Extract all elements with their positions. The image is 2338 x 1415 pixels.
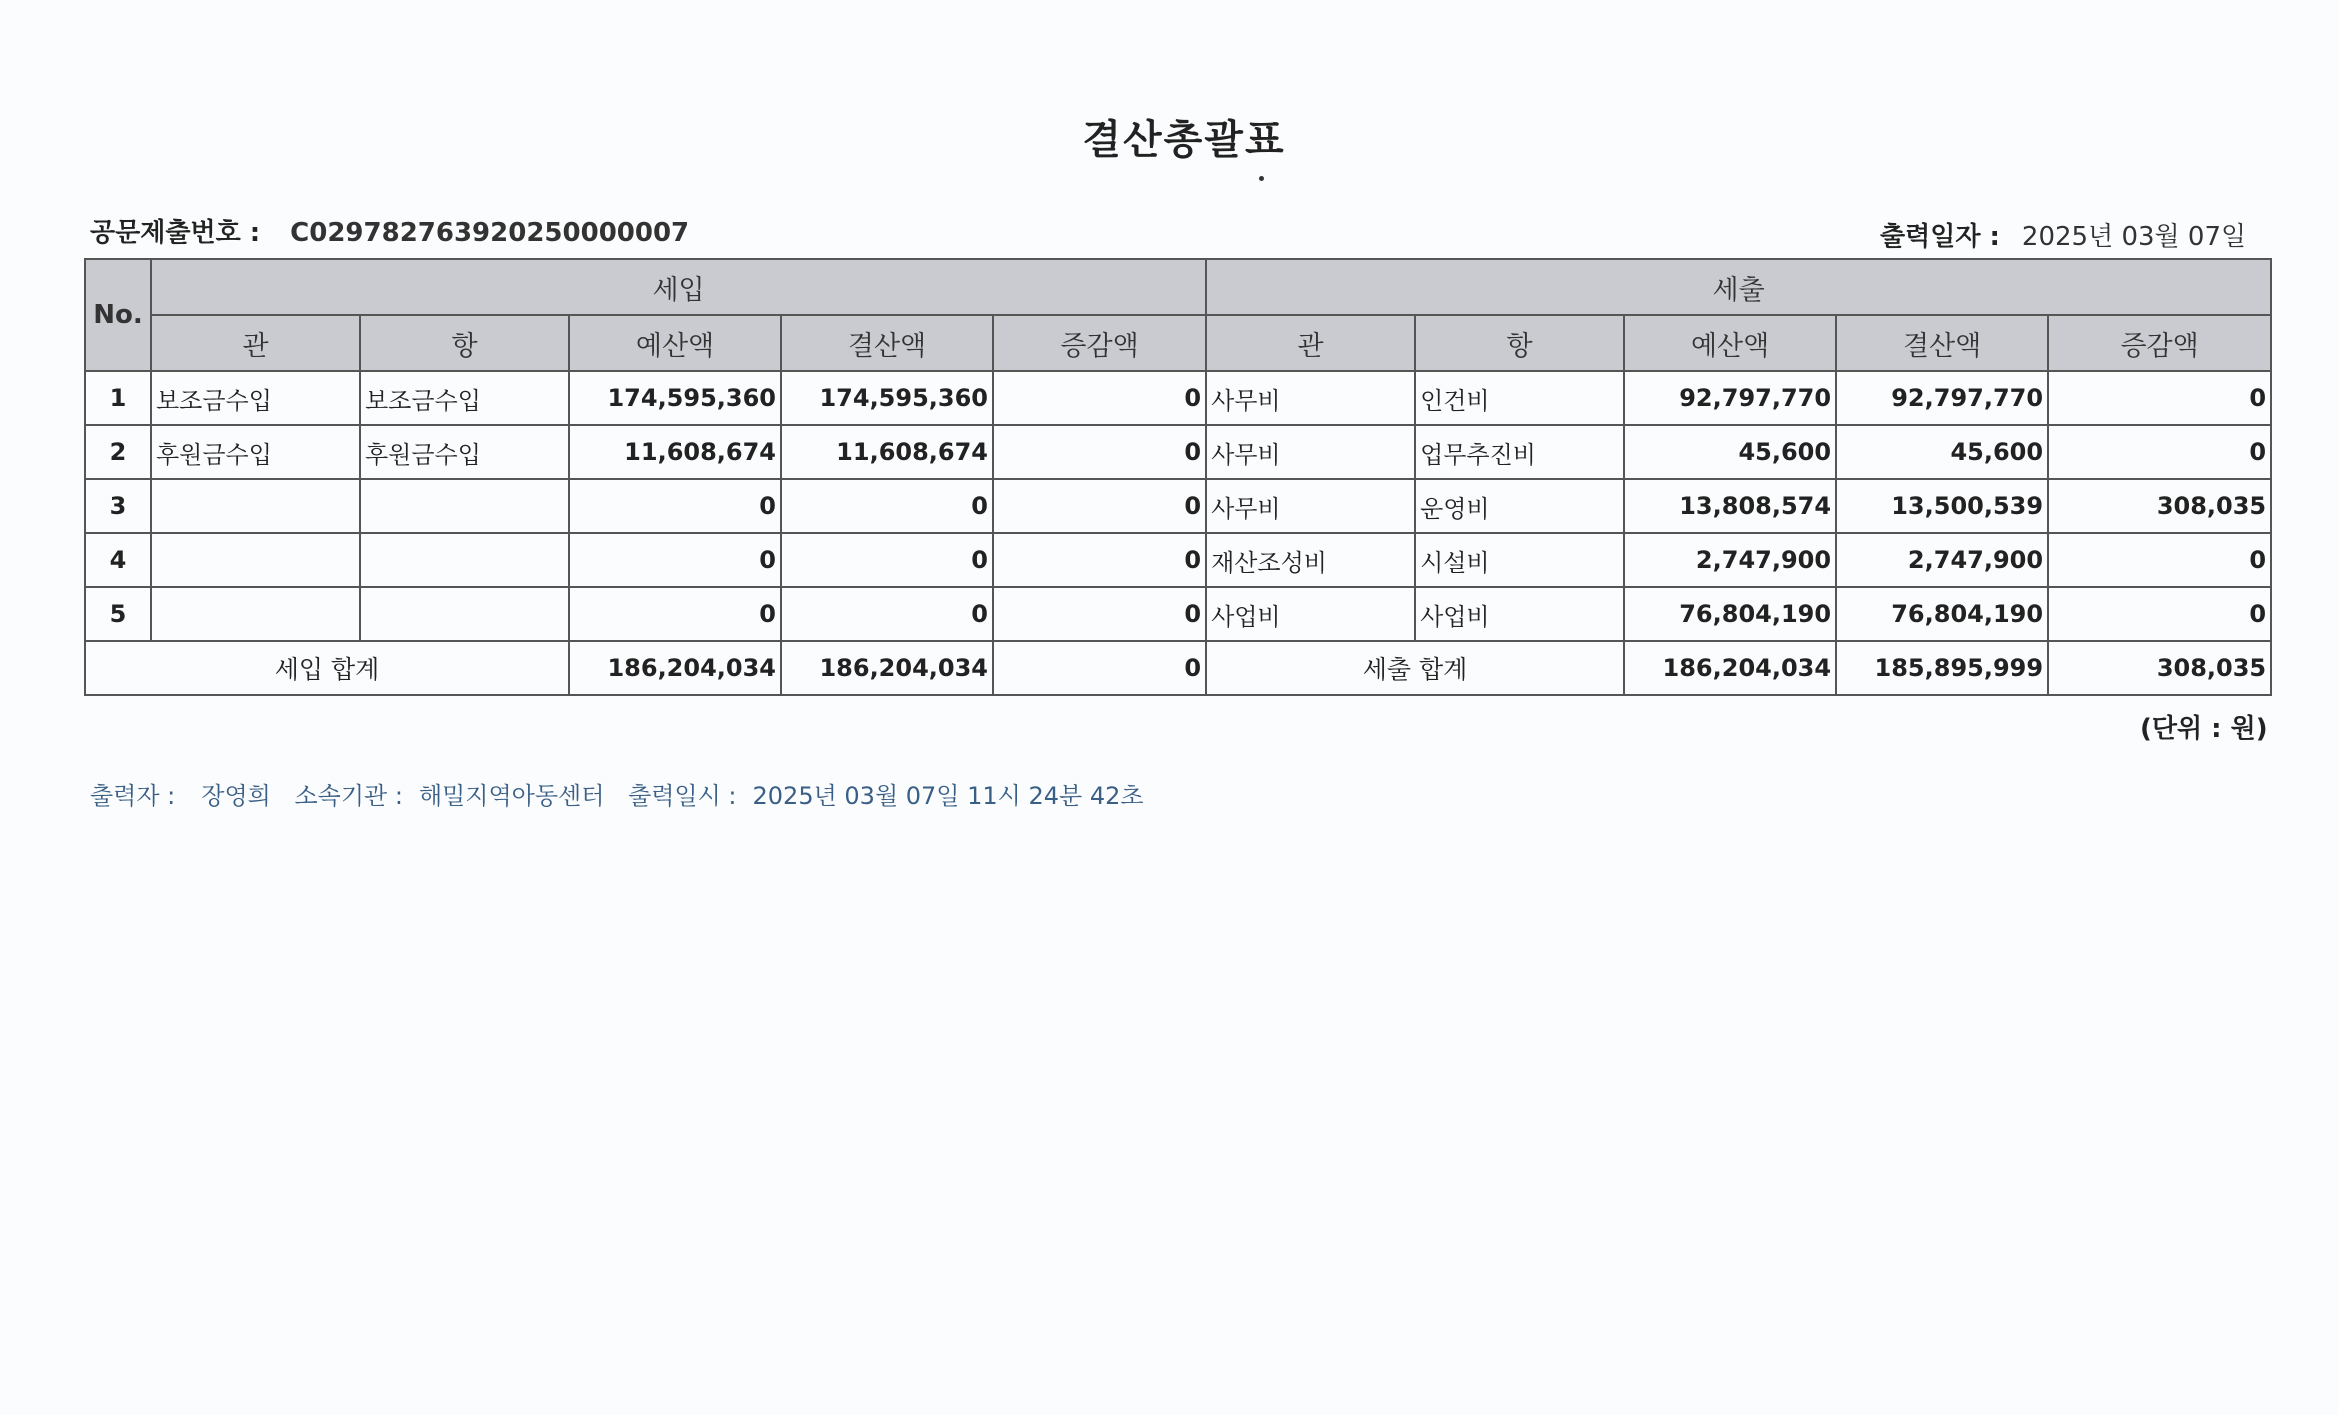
- col-header: 항: [1415, 315, 1624, 371]
- income-difference: 0: [993, 533, 1206, 587]
- income-gwan: 후원금수입: [151, 425, 360, 479]
- row-no: 1: [85, 371, 151, 425]
- income-total-settlement: 186,204,034: [781, 641, 993, 695]
- income-gwan: [151, 587, 360, 641]
- expense-gwan: 사무비: [1206, 479, 1415, 533]
- income-budget: 0: [569, 533, 781, 587]
- expense-gwan: 사무비: [1206, 371, 1415, 425]
- income-total-label: 세입 합계: [85, 641, 569, 695]
- col-header: 예산액: [569, 315, 781, 371]
- income-settlement: 0: [781, 533, 993, 587]
- col-header: 증감액: [993, 315, 1206, 371]
- expense-difference: 0: [2048, 587, 2271, 641]
- print-date-value: 2025년 03월 07일: [2021, 222, 2247, 252]
- expense-gwan: 재산조성비: [1206, 533, 1415, 587]
- expense-gwan: 사무비: [1206, 425, 1415, 479]
- expense-hang: 업무추진비: [1415, 425, 1624, 479]
- expense-difference: 0: [2048, 533, 2271, 587]
- expense-total-difference: 308,035: [2048, 641, 2271, 695]
- income-settlement: 0: [781, 587, 993, 641]
- col-header: 항: [360, 315, 569, 371]
- col-no-header: No.: [85, 259, 151, 371]
- income-hang: [360, 479, 569, 533]
- expense-total-budget: 186,204,034: [1624, 641, 1836, 695]
- expense-budget: 45,600: [1624, 425, 1836, 479]
- expense-total-label: 세출 합계: [1206, 641, 1624, 695]
- income-hang: [360, 533, 569, 587]
- table-row: [85, 425, 2271, 479]
- expense-settlement: 76,804,190: [1836, 587, 2048, 641]
- table-row: [85, 533, 2271, 587]
- col-header: 결산액: [1836, 315, 2048, 371]
- income-gwan: [151, 533, 360, 587]
- income-hang: [360, 587, 569, 641]
- org-name: 해밀지역아동센터: [418, 782, 605, 810]
- expense-gwan: 사업비: [1206, 587, 1415, 641]
- expense-hang: 사업비: [1415, 587, 1624, 641]
- income-budget: 0: [569, 587, 781, 641]
- row-no: 3: [85, 479, 151, 533]
- expense-difference: 0: [2048, 371, 2271, 425]
- income-hang: 보조금수입: [360, 371, 569, 425]
- expense-budget: 2,747,900: [1624, 533, 1836, 587]
- expense-hang: 운영비: [1415, 479, 1624, 533]
- expense-settlement: 92,797,770: [1836, 371, 2048, 425]
- org-label: 소속기관 :: [294, 782, 403, 810]
- col-header: 결산액: [781, 315, 993, 371]
- income-settlement: 0: [781, 479, 993, 533]
- income-difference: 0: [993, 479, 1206, 533]
- decorative-dot: [1259, 176, 1264, 181]
- income-difference: 0: [993, 371, 1206, 425]
- unit-note: (단위 : 원): [2140, 714, 2268, 744]
- table-row: [85, 479, 2271, 533]
- income-budget: 11,608,674: [569, 425, 781, 479]
- expense-difference: 308,035: [2048, 479, 2271, 533]
- expense-settlement: 2,747,900: [1836, 533, 2048, 587]
- doc-number-label: 공문제출번호 :: [90, 218, 261, 248]
- doc-number-value: C029782763920250000007: [290, 218, 690, 248]
- expense-budget: 13,808,574: [1624, 479, 1836, 533]
- income-total-difference: 0: [993, 641, 1206, 695]
- expense-settlement: 13,500,539: [1836, 479, 2048, 533]
- income-gwan: [151, 479, 360, 533]
- print-date-label: 출력일자 :: [1880, 222, 2000, 252]
- print-footer: [90, 776, 1160, 811]
- expense-settlement: 45,600: [1836, 425, 2048, 479]
- printer-label: 출력자 :: [90, 782, 176, 810]
- expense-total-settlement: 185,895,999: [1836, 641, 2048, 695]
- income-settlement: 174,595,360: [781, 371, 993, 425]
- income-settlement: 11,608,674: [781, 425, 993, 479]
- col-header: 관: [151, 315, 360, 371]
- expense-hang: 인건비: [1415, 371, 1624, 425]
- row-no: 5: [85, 587, 151, 641]
- col-header: 증감액: [2048, 315, 2271, 371]
- row-no: 4: [85, 533, 151, 587]
- income-difference: 0: [993, 425, 1206, 479]
- income-total-budget: 186,204,034: [569, 641, 781, 695]
- income-budget: 174,595,360: [569, 371, 781, 425]
- expense-budget: 76,804,190: [1624, 587, 1836, 641]
- col-header: 관: [1206, 315, 1415, 371]
- document-title: 결산총괄표: [1082, 117, 1286, 163]
- income-gwan: 보조금수입: [151, 371, 360, 425]
- row-no: 2: [85, 425, 151, 479]
- printer-name: 장영희: [201, 782, 271, 810]
- expense-difference: 0: [2048, 425, 2271, 479]
- doc-number-line: [90, 212, 689, 249]
- print-date-line: [1880, 216, 2246, 253]
- income-hang: 후원금수입: [360, 425, 569, 479]
- settlement-summary-table: [84, 258, 2272, 696]
- expense-group-header: 세출: [1206, 259, 2271, 315]
- col-header: 예산액: [1624, 315, 1836, 371]
- table-row: [85, 587, 2271, 641]
- expense-hang: 시설비: [1415, 533, 1624, 587]
- income-group-header: 세입: [151, 259, 1206, 315]
- income-difference: 0: [993, 587, 1206, 641]
- print-time-label: 출력일시 :: [628, 782, 737, 810]
- totals-row: [85, 641, 2271, 695]
- print-time-value: 2025년 03월 07일 11시 24분 42초: [752, 782, 1144, 810]
- expense-budget: 92,797,770: [1624, 371, 1836, 425]
- income-budget: 0: [569, 479, 781, 533]
- table-row: [85, 371, 2271, 425]
